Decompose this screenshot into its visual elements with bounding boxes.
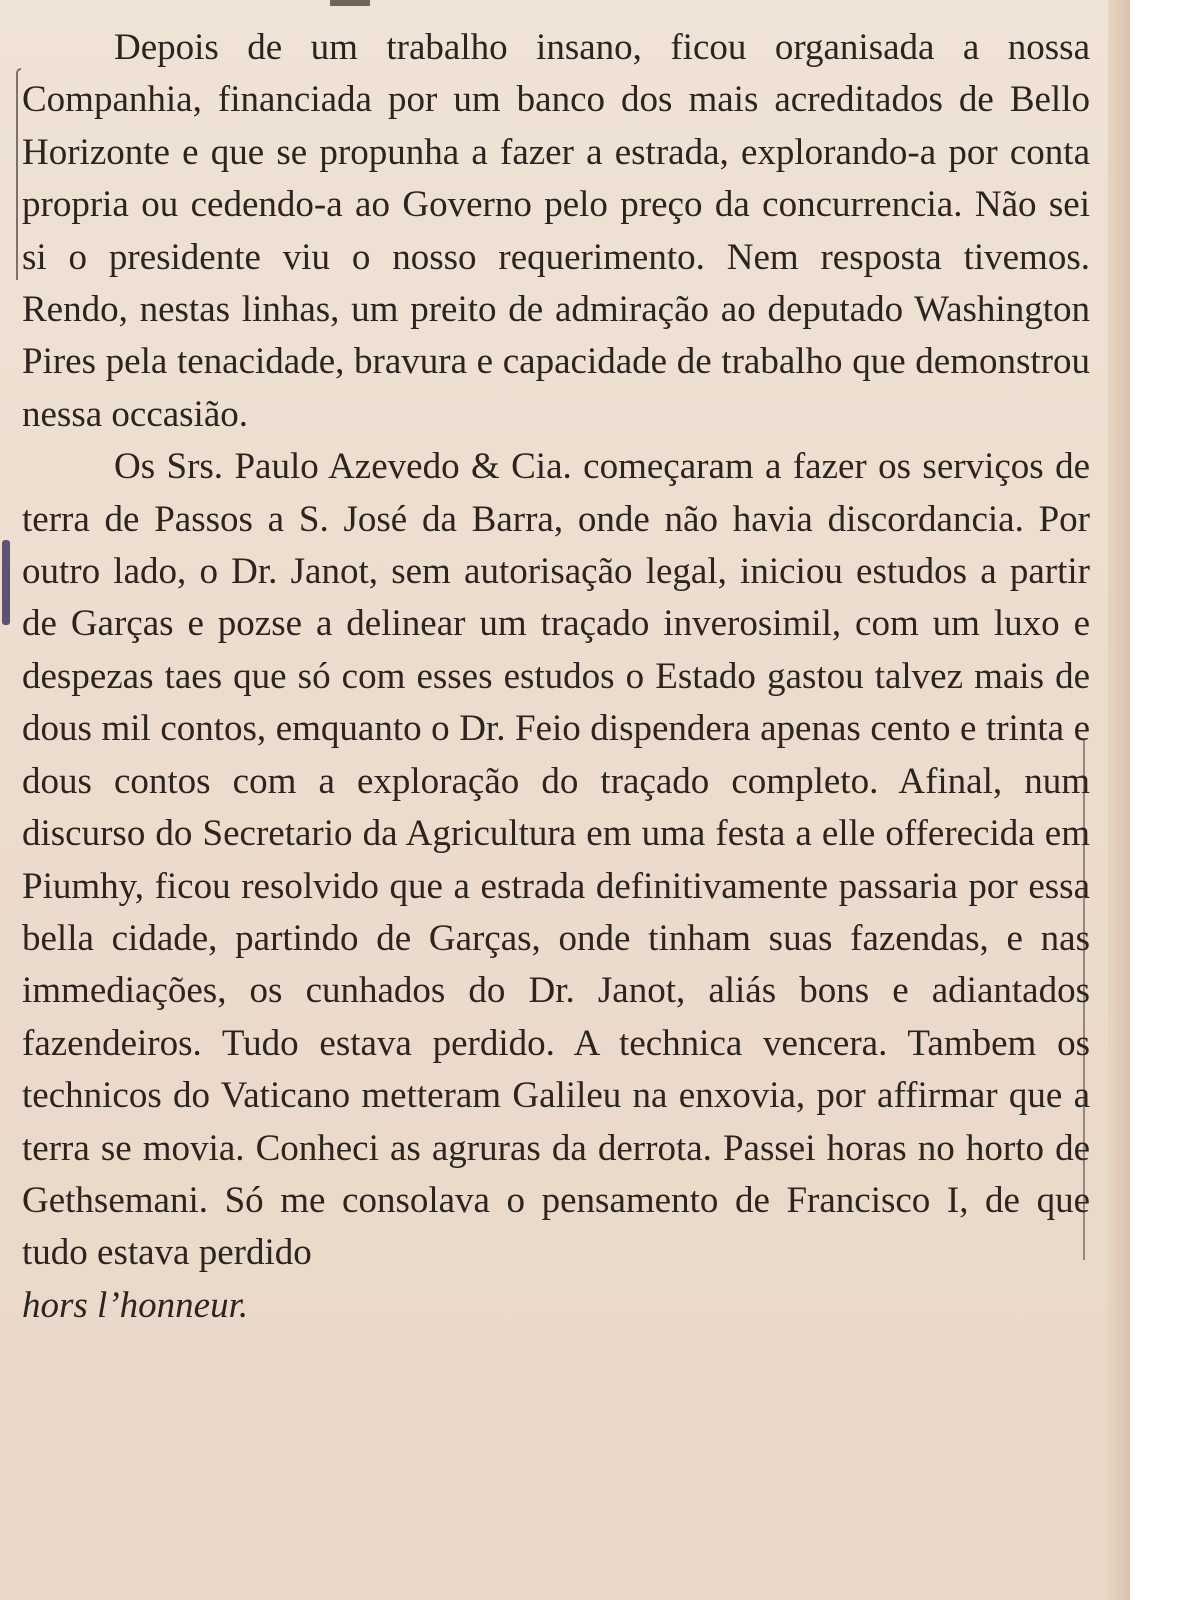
paragraph-2 — [22, 441, 1090, 1332]
top-ink-mark — [330, 0, 370, 6]
white-right-margin — [1130, 0, 1181, 1600]
paragraph-1: Depois de um trabalho insano, ficou organisada a nossa Companhia, financiada por um banco dos mais acreditados de Bello Horizonte e que se propunha a fazer a estrada, explorando-a por conta propria ou cedendo-a ao Governo pelo preço da concurrencia. Não sei si o presidente viu o nosso requerimento. Nem resposta tivemos. Rendo, nestas linhas, um preito de admiração ao deputado Washington Pires pela tenacidade, bravura e capacidade de trabalho que demonstrou nessa occasião. — [22, 27, 1090, 435]
paragraph-2-text: Os Srs. Paulo Azevedo & Cia. começaram a fazer os serviços de terra de Passos a S. José da Barra, onde não havia discordancia. Por outro lado, o Dr. Janot, sem autorisação legal, iniciou estudos a partir de Garças e pozse a delinear um traçado inverosimil, com um luxo e despezas taes que só com esses estudos o Estado gastou talvez mais de dous mil contos, emquanto o Dr. Feio dispendera apenas cento e trinta e dous contos com a exploração do traçado completo. Afinal, num discurso do Secretario da Agricultura em uma festa a elle offerecida em Piumhy, ficou resolvido que a estrada definitivamente passaria por essa bella cidade, partindo de Garças, onde tinham suas fazendas, e nas immediações, os cunhados do Dr. Janot, aliás bons e adiantados fazendeiros. Tudo estava perdido. A technica vencera. Tambem os technicos do Vaticano metteram Galileu na enxovia, por affirmar que a terra se movia. Conheci as agruras da derrota. Passei horas no horto de Gethsemani. Só me consolava o pensamento de Francisco I, de que tudo estava perdido — [22, 446, 1090, 1274]
ink-margin-mark-left — [2, 540, 10, 625]
page-edge-shadow — [1108, 0, 1130, 1600]
closing-italic-phrase: hors l’honneur. — [22, 1284, 249, 1326]
pencil-margin-bracket-left — [16, 68, 21, 280]
page-text — [22, 22, 1090, 1332]
